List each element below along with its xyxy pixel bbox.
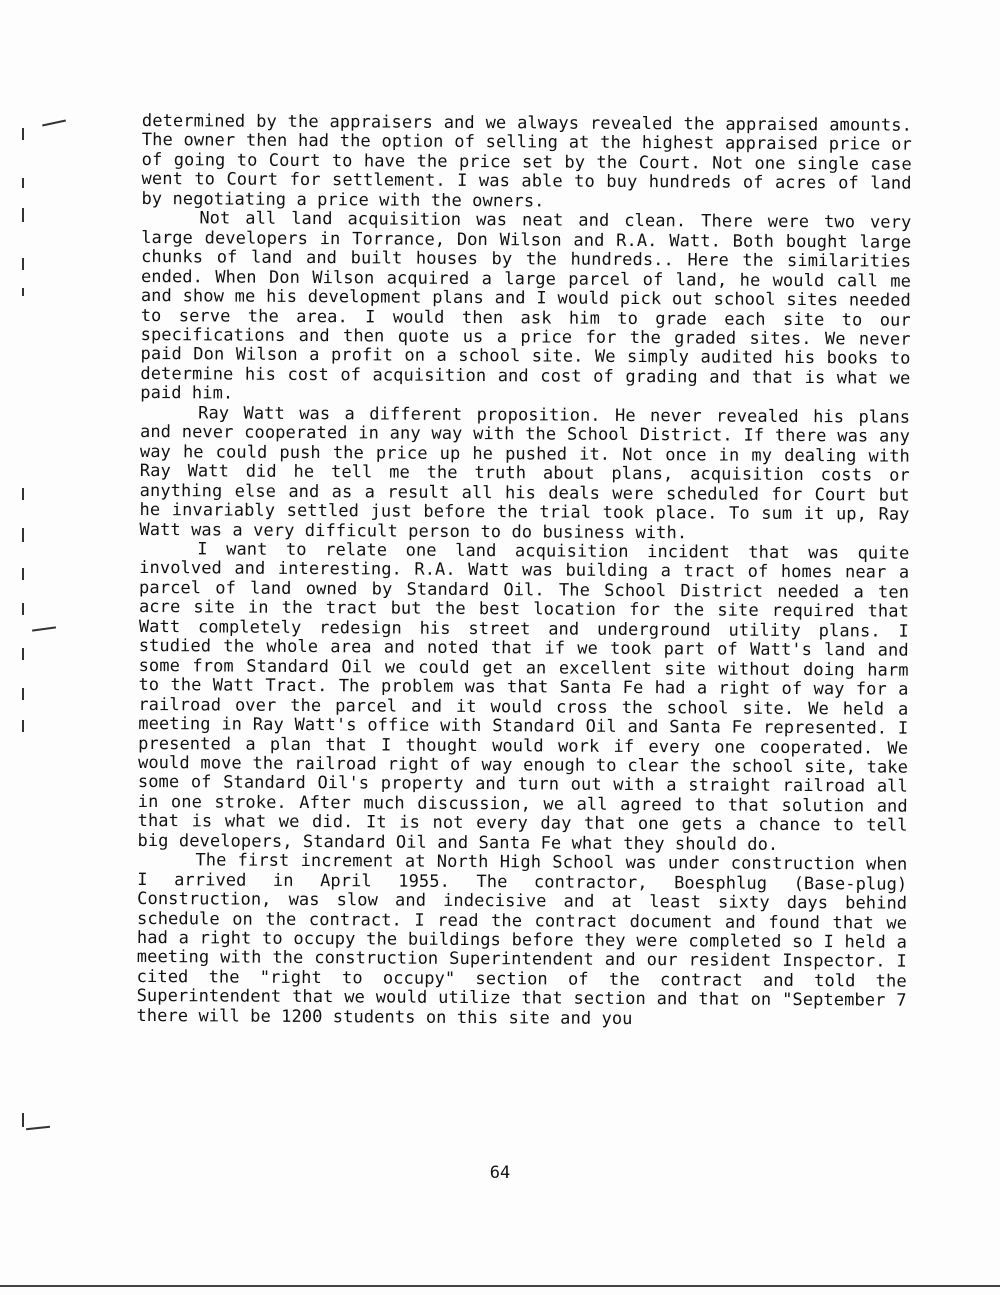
left-edge-mark (22, 603, 24, 615)
paragraph: I want to relate one land acquisition incident that was quite involved and interesting. R.A. Watt was building a tract of homes near a parcel of land owned by Standard Oil. The School District needed a ten acre site in the tract but the best location for the site required that Watt completely redesign his street and underground utility plans. I studied the whole area and noted that if we took part of Watt's land and some from Standard Oil we could get an excellent site without doing harm to the Watt Tract. The problem was that Santa Fe had a right of way for a railroad over the parcel and it would cross the school site. We held a meeting in Ray Watt's office with Standard Oil and Santa Fe represented. I presented a plan that I thought would work if every one cooperated. We would move the railroad right of way enough to clear the school site, take some of Standard Oil's property and turn out with a straight railroad all in one stroke. After much discussion, we all agreed to that solution and that is what we did. It is not every day that one gets a chance to tell big developers, Standard Oil and Santa Fe what they should do. (137, 539, 910, 855)
left-edge-mark (22, 688, 24, 700)
left-edge-mark (22, 128, 24, 140)
left-edge-mark (22, 528, 24, 542)
paragraph: determined by the appraisers and we always revealed the appraised amounts. The owner then had the option of selling at the highest appraised price or of going to Court to have the price set by the Court. Not one single case went to Court for settlement. I was able to buy hundreds of acres of land by negotiating a price with the owners. (141, 111, 912, 212)
left-edge-mark (42, 120, 66, 126)
left-edge-mark (32, 626, 56, 631)
left-edge-mark (22, 1113, 24, 1127)
left-edge-mark (26, 1126, 50, 1130)
left-edge-mark (22, 488, 24, 500)
paragraph: The first increment at North High School was under construction when I arrived in April 1955. The contractor, Boesphlug (Base-plug) Construction, was slow and indecisive and at least sixty days behind schedule on the contract. I read the contract document and found that we had a right to occupy the buildings before they were completed so I held a meeting with the construction Superintendent and our resident Inspector. I cited the "right to occupy" section of the contract and told the Superintendent that we would utilize that section and that on "September 7 there will be 1200 students on this site and you (136, 850, 908, 1029)
left-edge-mark (22, 208, 24, 222)
scan-bottom-edge (0, 1285, 1000, 1287)
left-edge-mark (22, 178, 24, 188)
left-edge-mark (22, 568, 24, 580)
paragraph: Not all land acquisition was neat and clean. There were two very large developers in Torrance, Don Wilson and R.A. Watt. Both bought large chunks of land and built houses by the hundreds.. Here the similarities ended. When Don Wilson acquired a large parcel of land, he would call me and show me his development plans and I would pick out school sites needed to serve the area. I would then ask him to grade each site to our specifications and then quote us a price for the graded sites. We never paid Don Wilson a profit on a school site. We simply audited his books to determine his cost of acquisition and cost of grading and that is what we paid him. (140, 208, 912, 404)
paragraph: Ray Watt was a different proposition. He never revealed his plans and never cooperated in any way with the School District. If there was any way he could push the price up he pushed it. Not once in my dealing with Ray Watt did he tell me the truth about plans, acquisition costs or anything else and as a result all his deals were scheduled for Court but he invariably settled just before the trial took place. To sum it up, Ray Watt was a very difficult person to do business with. (139, 403, 911, 543)
page-number: 64 (489, 1163, 511, 1183)
left-edge-mark (22, 258, 24, 270)
left-edge-mark (22, 648, 24, 660)
left-edge-mark (22, 288, 24, 296)
body-text (136, 112, 912, 1031)
left-edge-mark (22, 720, 24, 732)
